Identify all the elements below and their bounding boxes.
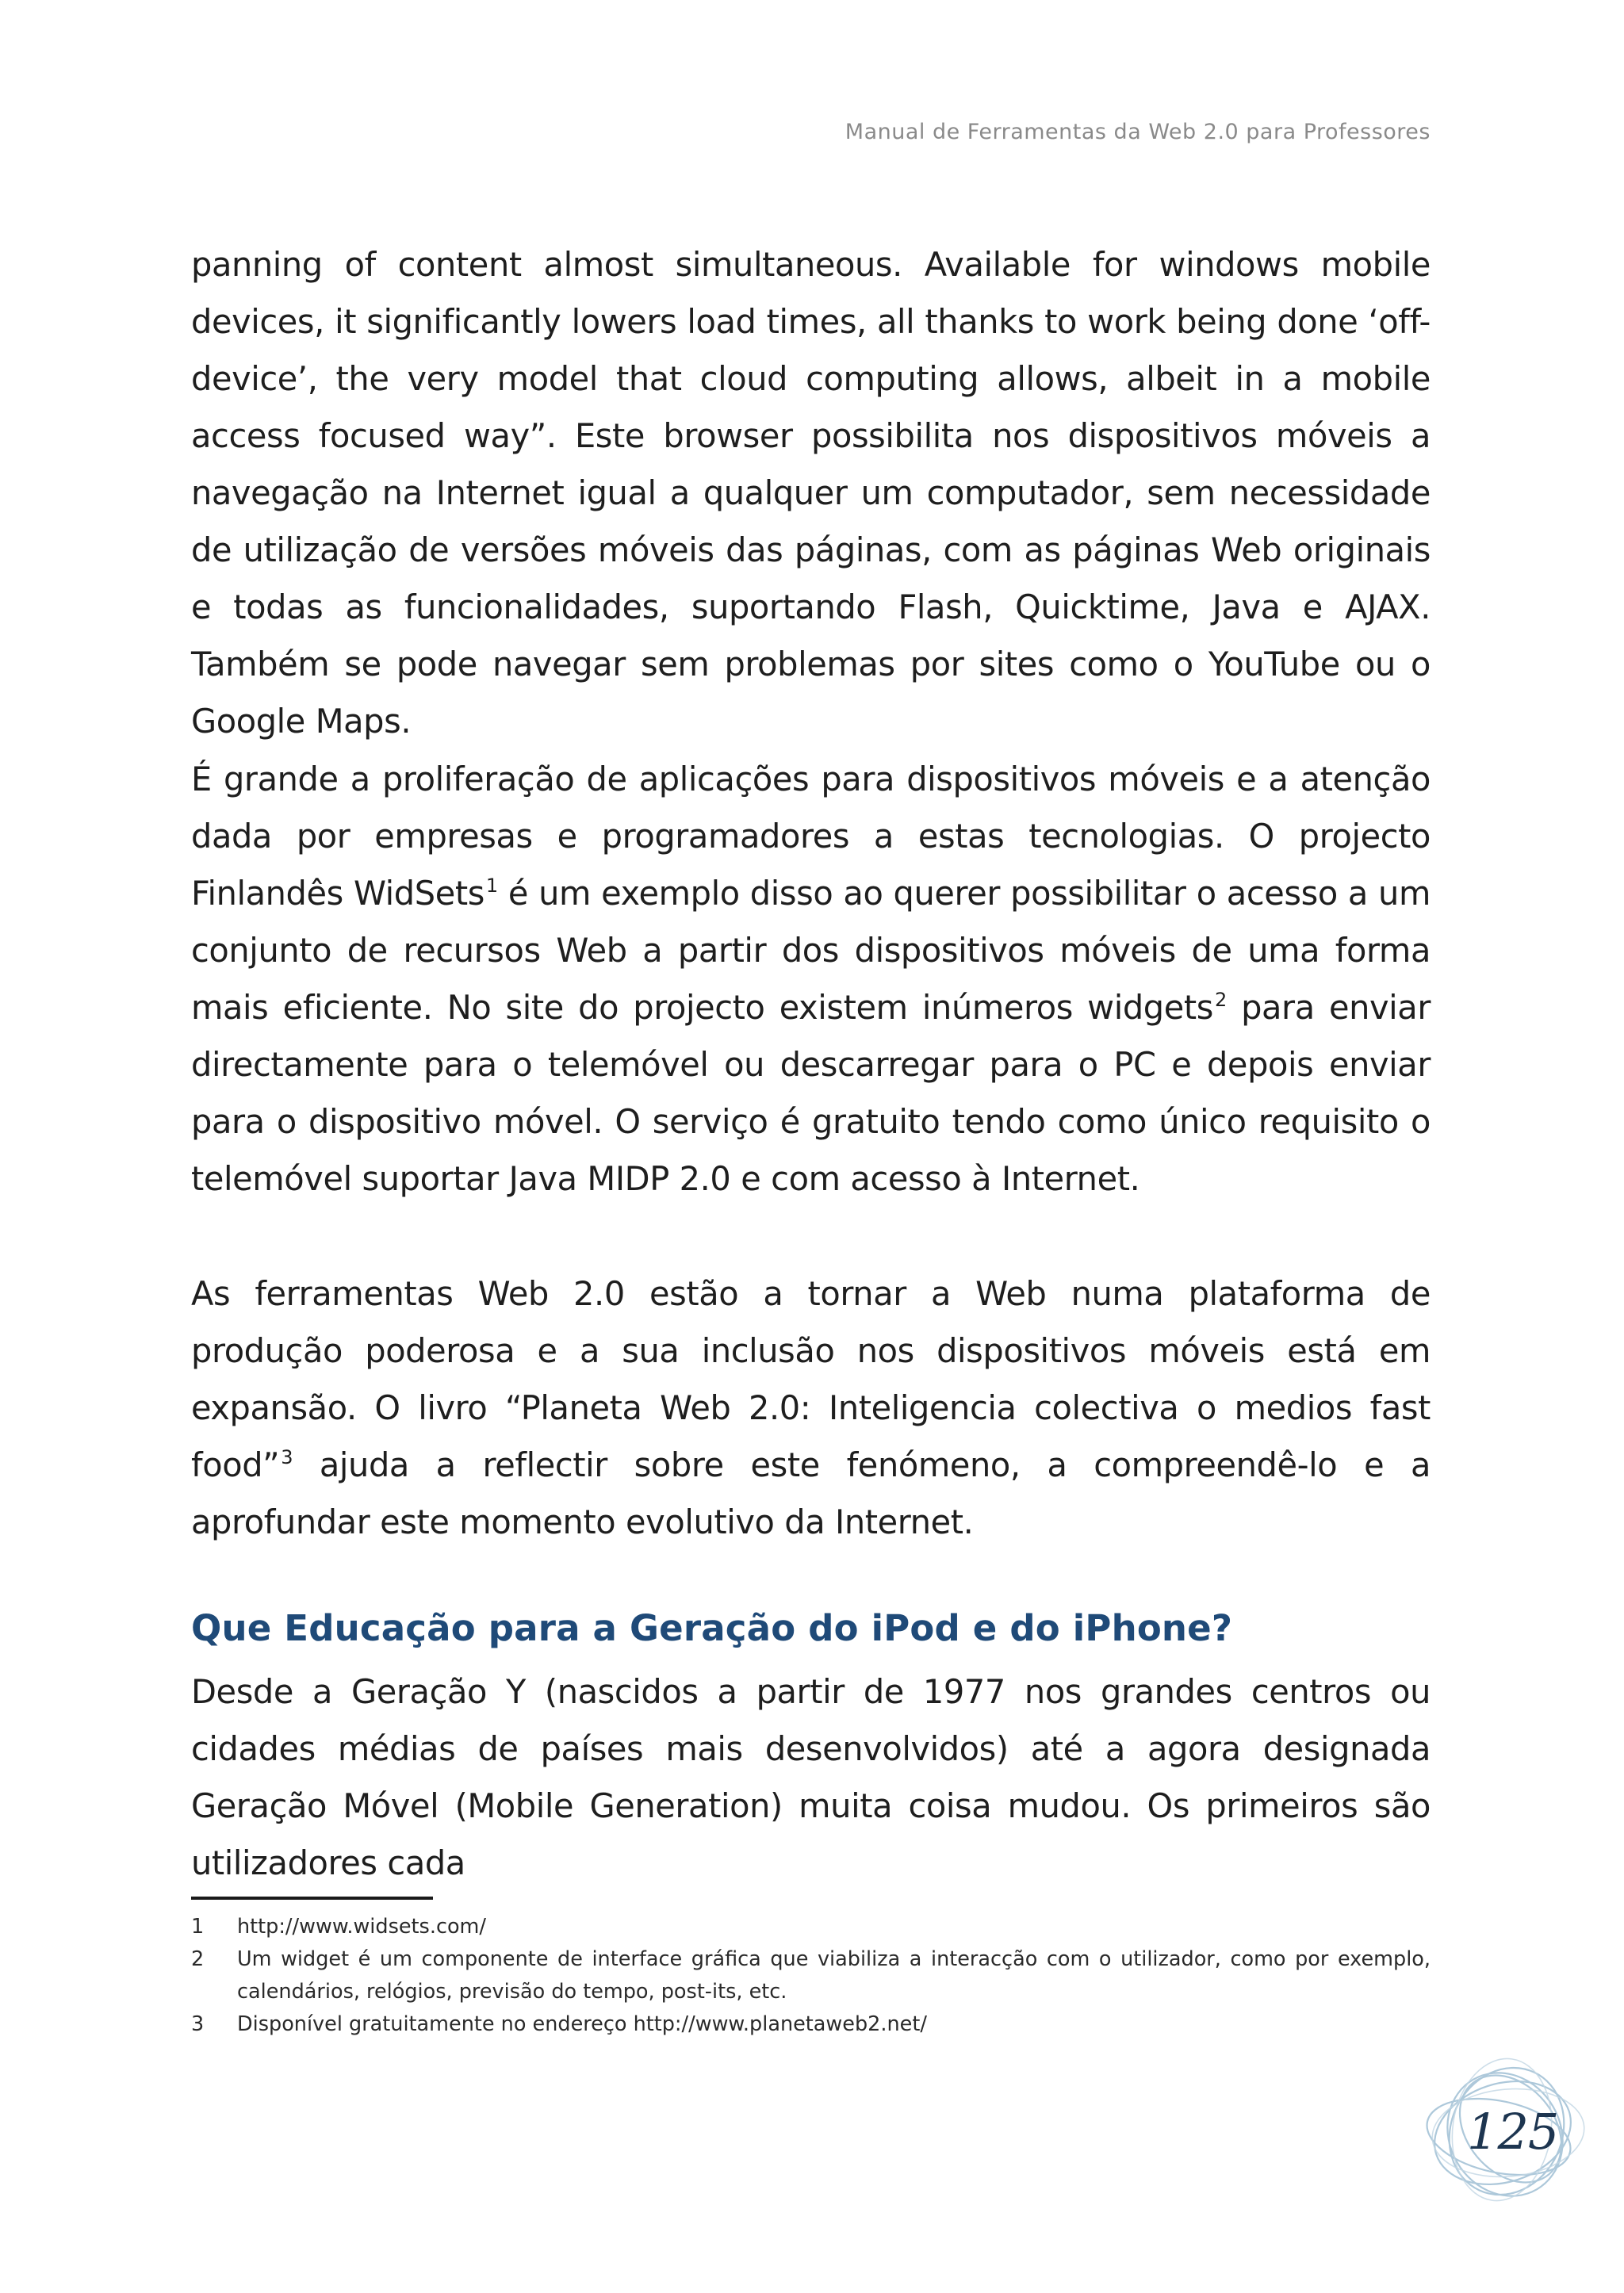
paragraph-2-text-b: é um exemplo disso ao querer possibilitar o acesso a um conjunto de recursos Web a partir dos dispositivos móveis de uma forma mais eficiente. No site do projecto existem inúmeros widgets — [191, 874, 1431, 1027]
footnote-divider — [191, 1897, 433, 1900]
paragraph-2-text-c: para enviar directamente para o telemóvel ou descarregar para o PC e depois enviar para o dispositivo móvel. O serviço é gratuito tendo como único requisito o telemóvel suportar Java MIDP 2.0 e com acesso à Internet. — [191, 988, 1431, 1198]
body-paragraph-3 — [191, 1265, 1431, 1551]
page-number: 125 — [1467, 2103, 1559, 2161]
footnote-ref-1: 1 — [485, 875, 498, 897]
running-header: Manual de Ferramentas da Web 2.0 para Professores — [845, 120, 1431, 144]
footnote-text: http://www.widsets.com/ — [237, 1915, 486, 1939]
footnote-text: Um widget é um componente de interface gráfica que viabiliza a interacção com o utilizador, como por exemplo, calendários, relógios, previsão do tempo, post-its, etc. — [237, 1947, 1431, 2004]
footnote-3 — [191, 2008, 1431, 2041]
body-paragraph-1: panning of content almost simultaneous. Available for windows mobile devices, it significantly lowers load times, all thanks to work being done ‘off-device’, the very model that cloud computing allows, albeit in a mobile access focused way”. Este browser possibilita nos dispositivos móveis a navegação na Internet igual a qualquer um computador, sem necessidade de utilização de versões móveis das páginas, com as páginas Web originais e todas as funcionalidades, suportando Flash, Quicktime, Java e AJAX. Também se pode navegar sem problemas por sites como o YouTube ou o Google Maps. — [191, 245, 1431, 741]
body-paragraph-2 — [191, 751, 1431, 1208]
footnote-text: Disponível gratuitamente no endereço http://www.planetaweb2.net/ — [237, 2012, 927, 2036]
footnote-1 — [191, 1911, 1431, 1943]
footnotes — [191, 1911, 1431, 2041]
paragraph-3-text-a: As ferramentas Web 2.0 estão a tornar a Web numa plataforma de produção poderosa e a sua inclusão nos dispositivos móveis está em expansão. O livro “Planeta Web 2.0: Inteligencia colectiva o medios fast food” — [191, 1274, 1431, 1484]
footnote-ref-2: 2 — [1214, 989, 1227, 1011]
section-heading: Que Educação para a Geração do iPod e do iPhone? — [191, 1607, 1233, 1649]
footnote-ref-3: 3 — [281, 1446, 293, 1468]
page-number-badge — [1419, 2054, 1594, 2212]
paragraph-2-text-a: É grande a proliferação de aplicações para dispositivos móveis e a atenção dada por empresas e programadores a estas tecnologias. O projecto Finlandês WidSets — [191, 760, 1431, 913]
footnote-2 — [191, 1943, 1431, 2008]
footnote-number: 1 — [191, 1915, 205, 1939]
body-paragraph-4: Desde a Geração Y (nascidos a partir de 1977 nos grandes centros ou cidades médias de países mais desenvolvidos) até a agora designada Geração Móvel (Mobile Generation) muita coisa mudou. Os primeiros são utilizadores cada — [191, 1672, 1431, 1882]
footnote-number: 2 — [191, 1947, 205, 1971]
paragraph-3-text-b: ajuda a reflectir sobre este fenómeno, a compreendê-lo e a aprofundar este momento evolutivo da Internet. — [191, 1445, 1431, 1541]
footnote-number: 3 — [191, 2012, 205, 2036]
